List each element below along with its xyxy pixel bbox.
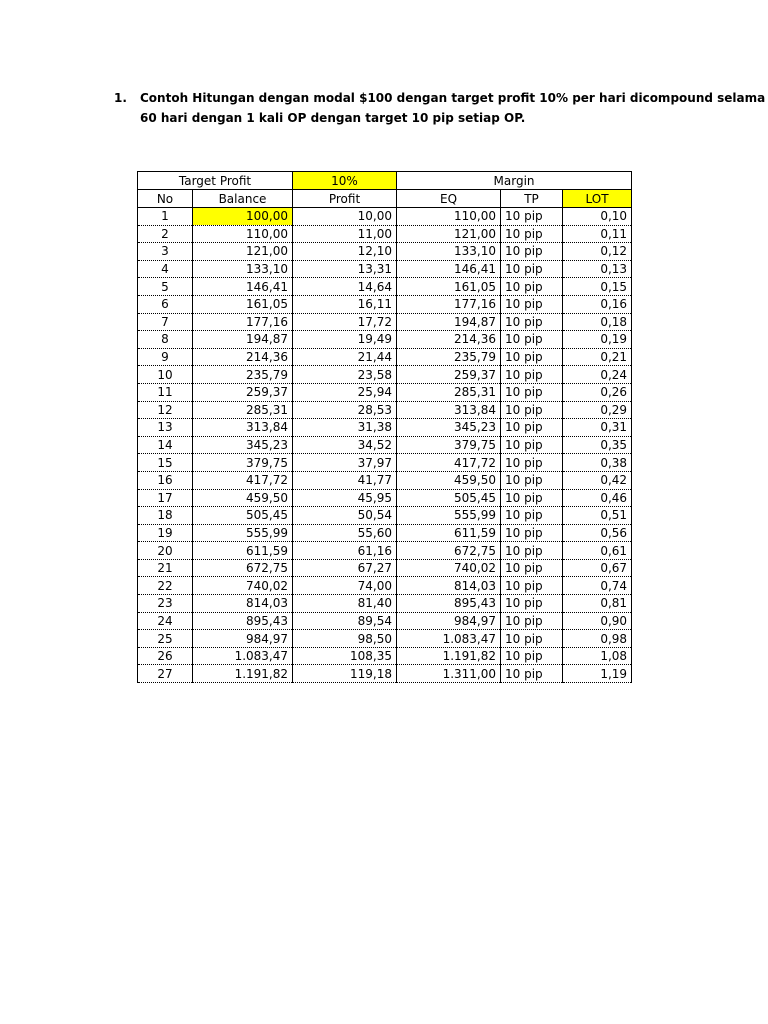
cell-lot: 0,35 xyxy=(563,436,632,454)
table-row xyxy=(138,419,632,437)
cell-tp: 10 pip xyxy=(501,454,563,472)
cell-no: 7 xyxy=(138,313,193,331)
cell-tp: 10 pip xyxy=(501,243,563,261)
cell-no: 3 xyxy=(138,243,193,261)
cell-balance: 133,10 xyxy=(193,260,293,278)
margin-label: Margin xyxy=(397,172,632,190)
intro-paragraph xyxy=(114,88,766,128)
cell-profit: 98,50 xyxy=(293,630,397,648)
cell-balance: 259,37 xyxy=(193,383,293,401)
cell-profit: 17,72 xyxy=(293,313,397,331)
cell-lot: 0,90 xyxy=(563,612,632,630)
cell-eq: 505,45 xyxy=(397,489,501,507)
cell-lot: 0,67 xyxy=(563,559,632,577)
cell-lot: 0,42 xyxy=(563,471,632,489)
table-row xyxy=(138,243,632,261)
table-row xyxy=(138,471,632,489)
cell-no: 23 xyxy=(138,595,193,613)
col-header-balance: Balance xyxy=(193,190,293,208)
cell-no: 21 xyxy=(138,559,193,577)
cell-balance: 161,05 xyxy=(193,295,293,313)
cell-lot: 0,10 xyxy=(563,208,632,226)
cell-lot: 0,16 xyxy=(563,295,632,313)
cell-lot: 0,19 xyxy=(563,331,632,349)
table-row xyxy=(138,331,632,349)
col-header-tp: TP xyxy=(501,190,563,208)
cell-eq: 313,84 xyxy=(397,401,501,419)
cell-eq: 417,72 xyxy=(397,454,501,472)
cell-no: 24 xyxy=(138,612,193,630)
cell-balance: 984,97 xyxy=(193,630,293,648)
cell-lot: 0,15 xyxy=(563,278,632,296)
cell-balance: 1.083,47 xyxy=(193,647,293,665)
cell-profit: 34,52 xyxy=(293,436,397,454)
table-row xyxy=(138,260,632,278)
cell-no: 27 xyxy=(138,665,193,683)
cell-eq: 133,10 xyxy=(397,243,501,261)
cell-profit: 37,97 xyxy=(293,454,397,472)
intro-line-2: 60 hari dengan 1 kali OP dengan target 10 pip setiap OP. xyxy=(140,111,526,125)
cell-no: 26 xyxy=(138,647,193,665)
cell-profit: 119,18 xyxy=(293,665,397,683)
cell-profit: 21,44 xyxy=(293,348,397,366)
table-row xyxy=(138,524,632,542)
cell-lot: 0,21 xyxy=(563,348,632,366)
cell-balance: 121,00 xyxy=(193,243,293,261)
cell-profit: 11,00 xyxy=(293,225,397,243)
cell-eq: 194,87 xyxy=(397,313,501,331)
cell-no: 12 xyxy=(138,401,193,419)
cell-balance: 379,75 xyxy=(193,454,293,472)
cell-tp: 10 pip xyxy=(501,471,563,489)
cell-eq: 1.083,47 xyxy=(397,630,501,648)
cell-eq: 285,31 xyxy=(397,383,501,401)
cell-balance: 611,59 xyxy=(193,542,293,560)
target-profit-label: Target Profit xyxy=(138,172,293,190)
table-row xyxy=(138,595,632,613)
cell-eq: 459,50 xyxy=(397,471,501,489)
cell-balance: 895,43 xyxy=(193,612,293,630)
cell-tp: 10 pip xyxy=(501,524,563,542)
cell-eq: 611,59 xyxy=(397,524,501,542)
cell-balance: 505,45 xyxy=(193,507,293,525)
cell-tp: 10 pip xyxy=(501,225,563,243)
cell-profit: 61,16 xyxy=(293,542,397,560)
cell-tp: 10 pip xyxy=(501,559,563,577)
cell-no: 11 xyxy=(138,383,193,401)
cell-tp: 10 pip xyxy=(501,278,563,296)
cell-tp: 10 pip xyxy=(501,295,563,313)
cell-lot: 0,61 xyxy=(563,542,632,560)
cell-balance: 285,31 xyxy=(193,401,293,419)
cell-tp: 10 pip xyxy=(501,577,563,595)
cell-tp: 10 pip xyxy=(501,436,563,454)
cell-tp: 10 pip xyxy=(501,401,563,419)
cell-eq: 1.191,82 xyxy=(397,647,501,665)
table-row xyxy=(138,208,632,226)
cell-tp: 10 pip xyxy=(501,260,563,278)
cell-tp: 10 pip xyxy=(501,366,563,384)
cell-no: 16 xyxy=(138,471,193,489)
cell-balance: 194,87 xyxy=(193,331,293,349)
cell-profit: 13,31 xyxy=(293,260,397,278)
cell-no: 20 xyxy=(138,542,193,560)
cell-lot: 0,31 xyxy=(563,419,632,437)
cell-balance: 177,16 xyxy=(193,313,293,331)
cell-balance: 417,72 xyxy=(193,471,293,489)
cell-balance: 555,99 xyxy=(193,524,293,542)
table-row xyxy=(138,542,632,560)
intro-line-1: Contoh Hitungan dengan modal $100 dengan target profit 10% per hari dicompound selama xyxy=(140,91,766,105)
table-row xyxy=(138,577,632,595)
cell-tp: 10 pip xyxy=(501,612,563,630)
cell-eq: 740,02 xyxy=(397,559,501,577)
cell-profit: 41,77 xyxy=(293,471,397,489)
cell-eq: 814,03 xyxy=(397,577,501,595)
table-row xyxy=(138,612,632,630)
cell-eq: 121,00 xyxy=(397,225,501,243)
compound-table xyxy=(137,171,632,683)
cell-profit: 28,53 xyxy=(293,401,397,419)
cell-no: 19 xyxy=(138,524,193,542)
cell-profit: 81,40 xyxy=(293,595,397,613)
table-row xyxy=(138,383,632,401)
cell-tp: 10 pip xyxy=(501,331,563,349)
cell-lot: 0,56 xyxy=(563,524,632,542)
cell-eq: 895,43 xyxy=(397,595,501,613)
cell-lot: 0,98 xyxy=(563,630,632,648)
cell-no: 4 xyxy=(138,260,193,278)
cell-balance: 214,36 xyxy=(193,348,293,366)
intro-text xyxy=(140,88,766,128)
cell-balance: 345,23 xyxy=(193,436,293,454)
table-row xyxy=(138,348,632,366)
cell-balance: 740,02 xyxy=(193,577,293,595)
cell-no: 13 xyxy=(138,419,193,437)
cell-profit: 12,10 xyxy=(293,243,397,261)
table-row xyxy=(138,454,632,472)
cell-profit: 16,11 xyxy=(293,295,397,313)
col-header-eq: EQ xyxy=(397,190,501,208)
table-row xyxy=(138,295,632,313)
cell-profit: 45,95 xyxy=(293,489,397,507)
cell-profit: 14,64 xyxy=(293,278,397,296)
cell-eq: 984,97 xyxy=(397,612,501,630)
cell-no: 14 xyxy=(138,436,193,454)
col-header-lot: LOT xyxy=(563,190,632,208)
cell-eq: 555,99 xyxy=(397,507,501,525)
table-row xyxy=(138,630,632,648)
cell-balance: 672,75 xyxy=(193,559,293,577)
cell-profit: 23,58 xyxy=(293,366,397,384)
cell-lot: 0,26 xyxy=(563,383,632,401)
table-row xyxy=(138,436,632,454)
cell-profit: 10,00 xyxy=(293,208,397,226)
cell-balance: 313,84 xyxy=(193,419,293,437)
cell-eq: 110,00 xyxy=(397,208,501,226)
cell-lot: 0,46 xyxy=(563,489,632,507)
table-row xyxy=(138,366,632,384)
col-header-no: No xyxy=(138,190,193,208)
cell-profit: 55,60 xyxy=(293,524,397,542)
cell-tp: 10 pip xyxy=(501,489,563,507)
target-profit-value: 10% xyxy=(293,172,397,190)
cell-no: 22 xyxy=(138,577,193,595)
cell-balance: 146,41 xyxy=(193,278,293,296)
cell-no: 8 xyxy=(138,331,193,349)
cell-tp: 10 pip xyxy=(501,630,563,648)
cell-lot: 0,74 xyxy=(563,577,632,595)
table-row xyxy=(138,559,632,577)
cell-lot: 0,13 xyxy=(563,260,632,278)
table-row xyxy=(138,313,632,331)
table-row xyxy=(138,507,632,525)
cell-eq: 146,41 xyxy=(397,260,501,278)
cell-eq: 672,75 xyxy=(397,542,501,560)
cell-no: 10 xyxy=(138,366,193,384)
cell-tp: 10 pip xyxy=(501,507,563,525)
cell-eq: 177,16 xyxy=(397,295,501,313)
cell-tp: 10 pip xyxy=(501,419,563,437)
cell-lot: 0,18 xyxy=(563,313,632,331)
cell-eq: 161,05 xyxy=(397,278,501,296)
cell-tp: 10 pip xyxy=(501,665,563,683)
cell-eq: 379,75 xyxy=(397,436,501,454)
cell-profit: 67,27 xyxy=(293,559,397,577)
cell-no: 5 xyxy=(138,278,193,296)
cell-tp: 10 pip xyxy=(501,595,563,613)
cell-tp: 10 pip xyxy=(501,313,563,331)
cell-tp: 10 pip xyxy=(501,348,563,366)
table-row xyxy=(138,665,632,683)
cell-balance: 110,00 xyxy=(193,225,293,243)
cell-profit: 25,94 xyxy=(293,383,397,401)
cell-no: 6 xyxy=(138,295,193,313)
cell-lot: 0,38 xyxy=(563,454,632,472)
table-row xyxy=(138,401,632,419)
cell-no: 17 xyxy=(138,489,193,507)
cell-no: 1 xyxy=(138,208,193,226)
table-row xyxy=(138,647,632,665)
cell-tp: 10 pip xyxy=(501,542,563,560)
cell-lot: 0,11 xyxy=(563,225,632,243)
cell-balance: 1.191,82 xyxy=(193,665,293,683)
table-row xyxy=(138,278,632,296)
cell-balance: 235,79 xyxy=(193,366,293,384)
cell-tp: 10 pip xyxy=(501,383,563,401)
cell-eq: 345,23 xyxy=(397,419,501,437)
cell-no: 2 xyxy=(138,225,193,243)
list-number: 1. xyxy=(114,91,127,105)
cell-profit: 31,38 xyxy=(293,419,397,437)
cell-eq: 1.311,00 xyxy=(397,665,501,683)
cell-no: 9 xyxy=(138,348,193,366)
col-header-profit: Profit xyxy=(293,190,397,208)
cell-balance: 100,00 xyxy=(193,208,293,226)
cell-no: 15 xyxy=(138,454,193,472)
cell-lot: 0,12 xyxy=(563,243,632,261)
table-row xyxy=(138,225,632,243)
header-row-columns xyxy=(138,190,632,208)
cell-profit: 19,49 xyxy=(293,331,397,349)
header-row-target xyxy=(138,172,632,190)
cell-lot: 1,08 xyxy=(563,647,632,665)
cell-tp: 10 pip xyxy=(501,208,563,226)
cell-no: 25 xyxy=(138,630,193,648)
cell-balance: 814,03 xyxy=(193,595,293,613)
cell-no: 18 xyxy=(138,507,193,525)
cell-profit: 50,54 xyxy=(293,507,397,525)
cell-eq: 259,37 xyxy=(397,366,501,384)
cell-balance: 459,50 xyxy=(193,489,293,507)
cell-lot: 0,81 xyxy=(563,595,632,613)
cell-lot: 0,24 xyxy=(563,366,632,384)
cell-profit: 108,35 xyxy=(293,647,397,665)
cell-lot: 0,29 xyxy=(563,401,632,419)
cell-tp: 10 pip xyxy=(501,647,563,665)
cell-eq: 235,79 xyxy=(397,348,501,366)
cell-profit: 89,54 xyxy=(293,612,397,630)
cell-lot: 1,19 xyxy=(563,665,632,683)
cell-lot: 0,51 xyxy=(563,507,632,525)
cell-eq: 214,36 xyxy=(397,331,501,349)
table-row xyxy=(138,489,632,507)
cell-profit: 74,00 xyxy=(293,577,397,595)
